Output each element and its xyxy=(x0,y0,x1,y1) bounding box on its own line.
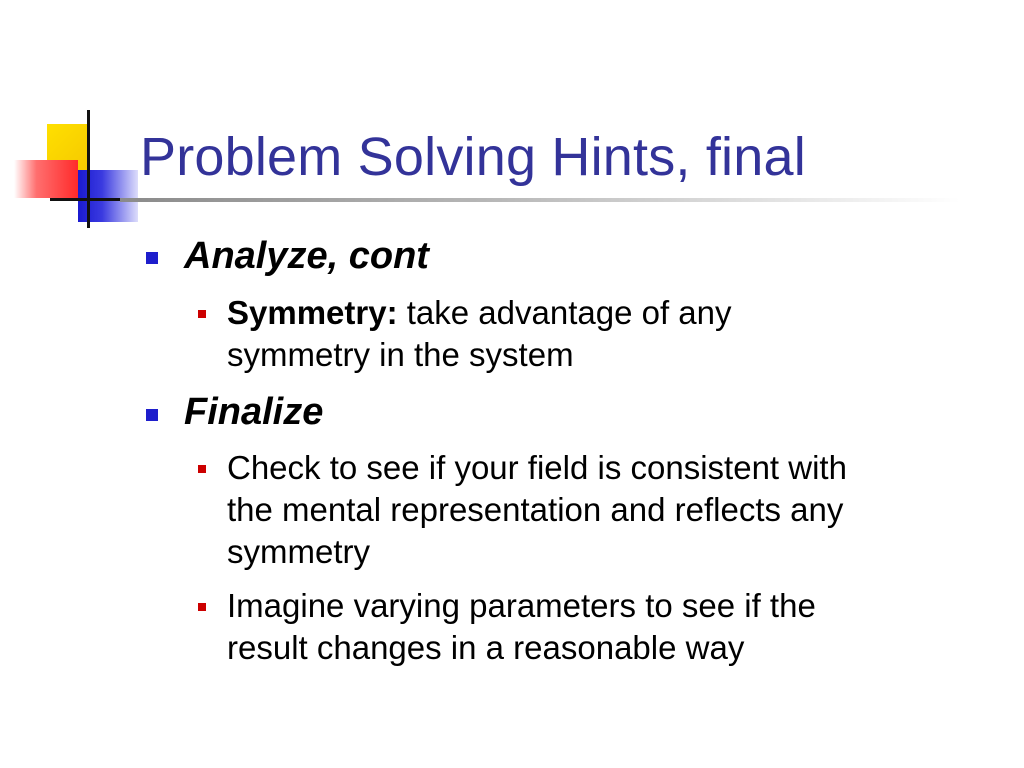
bullet-line: Check to see if your field is consistent with xyxy=(227,449,847,486)
corner-logo xyxy=(0,0,150,240)
level2-bullet xyxy=(198,310,206,318)
section-heading-finalize: Finalize xyxy=(184,391,324,433)
symmetry-label: Symmetry: xyxy=(227,294,398,331)
bullet-line: symmetry in the system xyxy=(227,336,574,373)
bullet-line: symmetry xyxy=(227,533,370,570)
section-heading-analyze: Analyze, cont xyxy=(184,235,429,277)
logo-vertical-line xyxy=(87,110,90,228)
logo-red-square xyxy=(14,160,78,198)
slide-title: Problem Solving Hints, final xyxy=(140,127,806,187)
bullet-line xyxy=(227,292,1007,334)
bullet-text: take advantage of any xyxy=(397,294,732,331)
level1-bullet xyxy=(146,409,158,421)
level1-bullet xyxy=(146,252,158,264)
bullet-imagine-parameters xyxy=(227,585,1007,669)
level2-bullet xyxy=(198,603,206,611)
bullet-check-field xyxy=(227,447,1007,573)
bullet-symmetry xyxy=(227,292,1007,376)
bullet-line: result changes in a reasonable way xyxy=(227,629,745,666)
bullet-line: the mental representation and reflects any xyxy=(227,491,844,528)
bullet-line: Imagine varying parameters to see if the xyxy=(227,587,816,624)
title-underline xyxy=(120,198,960,202)
level2-bullet xyxy=(198,465,206,473)
